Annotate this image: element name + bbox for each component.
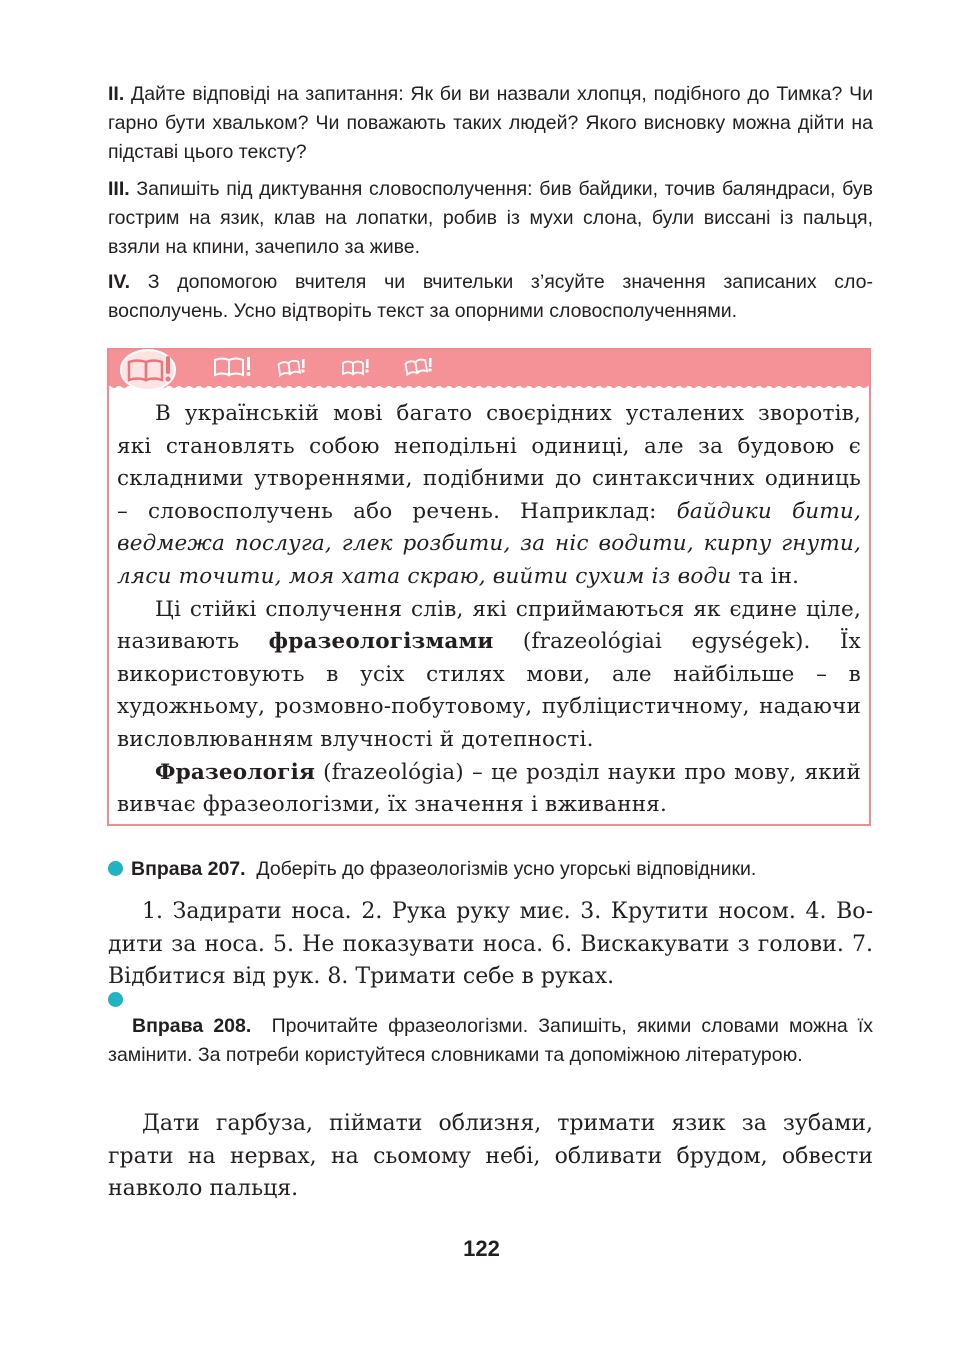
- exercise-208-label: Вправа 208.: [132, 1015, 252, 1037]
- rule-paragraph-3: [117, 757, 861, 822]
- page-number: 122: [463, 1236, 500, 1261]
- task-2-text: Дайте відповіді на запитання: Як би ви назвали хлопця, подібного до Тимка? Чи гарно бути хвальком? Чи поважають таких людей? Якого висновку можна дійти на підставі цього тексту?: [108, 83, 873, 163]
- rule-term-phraseologisms: фразеологізмами: [268, 629, 494, 655]
- rule-p2-start: Ці стійкі сполучення слів, які сприймаються як єдине ціле, називають: [117, 596, 861, 655]
- book-icon: [341, 357, 371, 377]
- exercise-207-title: [108, 855, 756, 883]
- exercise-207-label: Вправа 207.: [131, 858, 246, 880]
- exercise-208-instruction: Прочитайте фразеологізми. Запишіть, якими словами можна їх замінити. За потреби користуйтеся словниками та допоміжною літературою.: [108, 1015, 874, 1066]
- task-3: [108, 175, 873, 262]
- rule-box: [107, 348, 871, 826]
- book-icon: [277, 357, 307, 377]
- exercise-207-instruction: Доберіть до фразеологізмів усно угорські відповідники.: [256, 858, 757, 880]
- rule-term-phraseology: Фразеологія: [155, 759, 316, 785]
- rule-p2-end: (frazeológiai egységek). Їх використовують в усіх стилях мови, але найбільше – в художньому, розмовно-побутовому, публіцистичному, надаючи висловлюванням влучності й дотепності.: [117, 629, 861, 752]
- exercise-208-body: Дати гарбуза, піймати облизня, тримати язик за зубами, грати на нервах, на сьомому небі, обливати брудом, обвести навколо пальця.: [108, 1111, 873, 1201]
- task-4-text: З допомогою вчителя чи вчительки з’ясуйте значення записаних словосполучень. Усно відтворіть текст за опорними словосполученнями.: [108, 271, 873, 322]
- bullet-dot-icon: [108, 992, 123, 1007]
- rule-p1-end: та ін.: [731, 563, 800, 589]
- task-2: [108, 80, 873, 167]
- exercise-207-body: 1. Задирати носа. 2. Рука руку миє. 3. Крутити носом. 4. Водити за носа. 5. Не показувати носа. 6. Вискакувати з голови. 7. Відбитися від рук. 8. Тримати себе в руках.: [108, 899, 873, 989]
- task-4: [108, 268, 873, 326]
- book-icon: [213, 355, 253, 379]
- rule-p1-examples: байдики бити, ведмежа послуга, глек розбити, за ніс водити, кирпу гнути, ляси точити, моя хата скраю, вийти сухим із води: [117, 498, 861, 589]
- rule-p1-start: В українській мові багато своєрідних усталених зворотів, які становлять собою неподільні одиниці, але за будовою є складними утвореннями, подібними до синтаксичних одиниць – словосполучень або речень. Наприклад:: [117, 401, 861, 524]
- book-exclamation-icon: [119, 348, 177, 392]
- rule-paragraph-1: [117, 398, 861, 594]
- task-4-number: IV.: [108, 271, 131, 293]
- task-3-text: Запишіть під диктування словосполучення: бив байдики, точив баляндраси, був гострим на язик, клав на лопатки, робив із мухи слона, були виссані із пальця, взяли на кпини, зачепило за живе.: [108, 178, 873, 258]
- exercise-208-title: [108, 1012, 873, 1070]
- task-3-number: III.: [108, 178, 130, 200]
- rule-paragraph-2: [117, 594, 861, 757]
- rule-text: [117, 398, 861, 822]
- scallop-border: [109, 380, 869, 392]
- task-2-number: II.: [108, 83, 125, 105]
- bullet-dot-icon: [108, 861, 123, 876]
- book-icon: [404, 356, 434, 376]
- rule-p3-end: (frazeológia) – це розділ науки про мову, який вивчає фразеологізми, їх значення і вживання.: [117, 759, 861, 818]
